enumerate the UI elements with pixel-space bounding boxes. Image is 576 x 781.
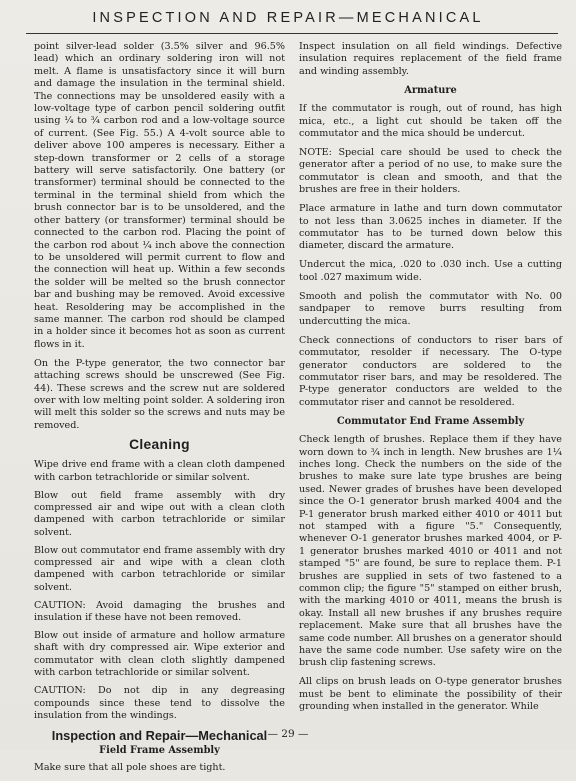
page-header: INSPECTION AND REPAIR—MECHANICAL: [92, 10, 484, 26]
paragraph: Wipe drive end frame with a clean cloth dampened with carbon tetrachloride or similar solvent.: [34, 459, 285, 483]
paragraph: Blow out inside of armature and hollow armature shaft with dry compressed air. Wipe exterior and commutator with clean cloth slightly dampened with carbon tetrachloride or similar solvent.: [34, 630, 285, 679]
paragraph: If the commutator is rough, out of round, has high mica, etc., a light cut should be taken off the commutator and the mica should be undercut.: [299, 103, 562, 140]
paragraph: Blow out commutator end frame assembly with dry compressed air and wipe with a clean cloth dampened with carbon tetrachloride or similar solvent.: [34, 544, 285, 593]
section-heading-inspection: Inspection and Repair—Mechanical: [51, 728, 268, 744]
section-heading-cleaning: Cleaning: [129, 436, 190, 452]
subheading-field-frame: Field Frame Assembly: [99, 744, 220, 756]
note-paragraph: NOTE: Special care should be used to check the generator after a period of no use, to make sure the commutator is clean and smooth, and that the brushes are free in their holders.: [299, 147, 562, 196]
paragraph: Inspect insulation on all field windings. Defective insulation requires replacement of the field frame and winding assembly.: [299, 41, 562, 77]
caution-paragraph: CAUTION: Do not dip in any degreasing compounds since these tend to dissolve the insulation from the windings.: [34, 685, 285, 721]
subheading-commutator-end-frame: Commutator End Frame Assembly: [336, 415, 525, 427]
paragraph: Blow out field frame assembly with dry compressed air and wipe out with a clean cloth dampened with carbon tetrachloride or similar solvent.: [34, 489, 285, 538]
paragraph: Check connections of conductors to riser bars of commutator, resolder if necessary. The O-type generator conductors are soldered to the commutator riser bars, and may be resoldered. The P-type generator conductors are welded to the commutator riser and cannot be resoldered.: [299, 334, 562, 408]
page-number: — 29 —: [267, 728, 309, 740]
paragraph: Check length of brushes. Replace them if they have worn down to ¾ inch in length. New brushes are 1¼ inches long. Check the numbers on the side of the brushes to make sure late type brushes are being used. Newer grades of brushes have been developed since the O-1 generator brush marked 4004 and the P-1 generator brush marked either 4010 or 4011 but not stamped with a figure "5." Consequently, whenever O-1 generator brushes marked 4004, or P-1 generator brushes marked 4010 or 4011 and not stamped "5" are found, be sure to replace them. P-1 brushes are supplied in sets of two fastened to a common clip; the figure "5" stamped on either brush, with the marking 4010 or 4011, means the brush is okay. Install all new brushes if any brushes require replacement. Make sure that all brushes have the same code number. All brushes on a generator should have the same code number. Use safety wire on the brush clip fastening screws.: [299, 434, 562, 669]
subheading-armature: Armature: [404, 84, 457, 96]
right-column: [299, 41, 562, 720]
left-column: [34, 41, 285, 781]
paragraph: Place armature in lathe and turn down commutator to not less than 3.0625 inches in diameter. If the commutator has to be turned down below this diameter, discard the armature.: [299, 203, 562, 252]
caution-paragraph: CAUTION: Avoid damaging the brushes and insulation if these have not been removed.: [34, 599, 285, 624]
header-rule: [26, 33, 558, 34]
paragraph: Undercut the mica, .020 to .030 inch. Use a cutting tool .027 maximum wide.: [299, 259, 562, 283]
paragraph: All clips on brush leads on O-type generator brushes must be bent to eliminate the possibility of their grounding when installed in the generator. While: [299, 676, 562, 713]
paragraph: point silver-lead solder (3.5% silver and 96.5% lead) which an ordinary soldering iron will not melt. A flame is unsatisfactory since it will burn and damage the insulation in the terminal shield. The connections may be unsoldered easily with a low-voltage type of carbon pencil soldering outfit using ¼ to ¾ carbon rod and a low-voltage source of current. (See Fig. 55.) A 4-volt source able to deliver above 100 amperes is necessary. Either a step-down transformer or 2 cells of a storage battery will serve satisfactorily. One battery (or transformer) terminal should be connected to the terminal in the terminal shield from which the brush connector bar is to be unsoldered, and the other battery (or transformer) terminal should be connected to the carbon rod. Placing the point of the carbon rod about ¼ inch above the connection to be unsoldered will permit current to flow and the connection will heat up. Within a few seconds the solder will be melted so the brush connector bar and bushing may be removed. Avoid excessive heat. Resoldering may be accomplished in the same manner. The carbon rod should be clamped in a holder since it becomes hot as soon as current flows in it.: [34, 41, 285, 350]
paragraph: Smooth and polish the commutator with No. 00 sandpaper to remove burrs resulting from undercutting the mica.: [299, 290, 562, 327]
paragraph: Make sure that all pole shoes are tight.: [34, 762, 226, 774]
paragraph: On the P-type generator, the two connector bar attaching screws should be unscrewed (See Fig. 44). These screws and the screw nut are soldered over with low melting point solder. A soldering iron will melt this solder so the screws and nuts may be removed.: [34, 357, 285, 431]
